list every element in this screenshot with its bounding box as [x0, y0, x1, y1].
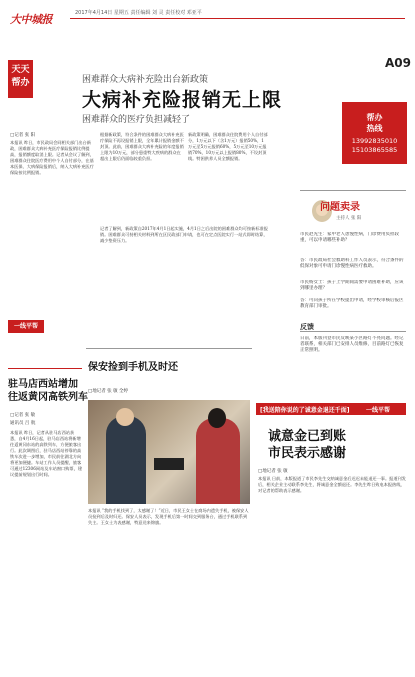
- qa-reply-heading: 反馈: [300, 322, 314, 331]
- qa-panel-title: 问题卖录: [320, 202, 360, 213]
- qa-host-label: 主持人 张 阳: [336, 216, 362, 221]
- photo-person-guard: [106, 416, 146, 504]
- lead-column-4: 记者了解到，新政策自2017年4月1日起实施，4月1日之后出院的困难群众均可按新标准报销。困难群众可持相关材料到所在区民政部门申请，也可在定点医院实行一站式即时结算，减少垫资压力。: [100, 226, 268, 243]
- left-story-byline: □记者 张 敏: [10, 413, 36, 418]
- hotline-box: [342, 102, 407, 164]
- bottom-right-banner-right: 一线平帮: [366, 407, 391, 414]
- lead-headline: 大病补充险报销无上限: [82, 89, 283, 111]
- lead-column-1: 本报讯 昨日，市民政局会同相关部门出台新政，困难群众大病补充医疗保险报销比例提高，报销额度取消上限。记者从会议了解到，困难群众住院医疗费用中个人自付部分，在基本医保、大病保险报销后，纳入大病补充医疗保险按比例报销。: [10, 140, 94, 175]
- qa-answer-1: 答：市民政局社会救助科工作人员表示，符合条件的低保对象可申请门诊慢性病医疗救助。: [300, 258, 404, 270]
- header-rule: [70, 18, 405, 19]
- qa-question-1: 市民赵先生：家中老人患慢性病，门诊费用负担较重，可以申请哪些补助？: [300, 232, 399, 244]
- bottom-right-title-line1: 诚意金已到账: [268, 429, 347, 444]
- header-info: 2017年4月14日 星期五 责任编辑 刘 灵 责任校对 邓亚平: [75, 10, 202, 16]
- left-story-byline-2: 通讯员 吕 航: [10, 421, 36, 426]
- photo-story-title: 保安捡到手机及时还: [88, 362, 178, 373]
- bottom-right-title-line2: 市民表示感谢: [268, 446, 347, 461]
- news-photo: [88, 400, 250, 504]
- lead-subtitle-bottom: 困难群众的医疗负担减轻了: [82, 115, 191, 125]
- left-story-title-line2: 往返黄冈高铁列车: [8, 392, 88, 403]
- qa-question-2: 市民杨女士：孩子上学期间需要申请困难补助，应该到哪里办理？: [300, 280, 404, 292]
- photo-story-byline: □地记者 张 敏 全婷: [88, 389, 129, 394]
- left-story-title: [8, 378, 88, 404]
- hotline-title-2: 热线: [366, 124, 383, 133]
- photo-phone: [154, 458, 184, 470]
- qa-answer-2: 答：可向孩子所在学校提出申请，经学校审核后报区教育部门审批。: [300, 298, 404, 310]
- left-story-body: 本报讯 昨日，记者从驻马店西站获悉，自4月16日起，驻马店西站将新增往返黄冈东站的高铁列车，方便旅客出行。此次调图后，驻马店西站停靠的高铁车次进一步增加，市民前往湖北方向将更加便捷。车站工作人员提醒，旅客可通过12306网站及车站窗口购票，建议提前规划出行时间。: [10, 430, 82, 477]
- bottom-right-banner-left: [我送陪你说的了诚意金退还千面]: [260, 407, 350, 414]
- lead-subtitle-top: 困难群众大病补充险出台新政策: [82, 75, 209, 85]
- left-story-title-line1: 驻马店西站增加: [8, 379, 78, 390]
- section-badge-line2: 帮办: [11, 78, 30, 88]
- bottom-right-byline: □地记者 张 敏: [258, 469, 288, 474]
- photo-story-body: 本报讯 “我的手机找到了，太感谢了！”近日，市民王女士在商场内遗失手机，被保安人员捡到后及时归还。保安人员表示，发现手机后第一时间交到服务台，通过手机联系到失主。王女士为表感谢，特意送来锦旗。: [88, 508, 249, 525]
- bottom-right-title: [268, 428, 346, 462]
- hotline-phone-2: 15103865585: [351, 146, 398, 154]
- qa-reply-rule: [300, 331, 406, 332]
- lead-column-3: 新政策明确，困难群众住院费用个人自付部分，1万元以下（含1万元）报销50%，1万元至5万元报销60%，5万元至10万元报销70%，10万元以上报销80%，不设封顶线。特困供养人员全额报销。: [188, 132, 268, 161]
- section-tag: 一线平帮: [8, 320, 44, 333]
- lead-column-2: 根据新政策，符合条件的困难群众大病补充医疗保险不再设报销上限，全年累计报销金额不封顶。此前，困难群众大病补充险的年度报销上限为10万元，部分患重特大疾病的群众在超出上限后仍面临较重负担。: [100, 132, 184, 161]
- masthead-logo: [10, 8, 52, 27]
- lead-byline: □记者 张 阳: [10, 133, 36, 138]
- page-number: A09: [385, 56, 411, 70]
- section-badge-line1: 天天: [11, 65, 30, 75]
- hotline-phone-1: 13992835010: [351, 137, 398, 145]
- photo-story-rule: [86, 348, 252, 349]
- qa-top-rule: [300, 190, 406, 191]
- qa-reply-text: 日前，本版刊登市民反映某小区路灯不亮问题。经记者联系，相关部门已安排人员维修，目前路灯已恢复正常照明。: [300, 336, 404, 354]
- photo-person-woman: [196, 418, 240, 504]
- left-story-rule: [8, 368, 82, 369]
- hotline-title-1: 帮办: [366, 113, 383, 122]
- bottom-right-body: 本报讯 日前，本版报道了市民李先生交纳诚意金后迟迟未能退还一事。报道刊发后，相关企业主动联系李先生，将诚意金全额退还。李先生昨日致电本报热线，对记者的帮助表示感谢。: [258, 476, 406, 493]
- newspaper-logo: 大中城报: [10, 13, 52, 26]
- section-badge: [8, 60, 33, 98]
